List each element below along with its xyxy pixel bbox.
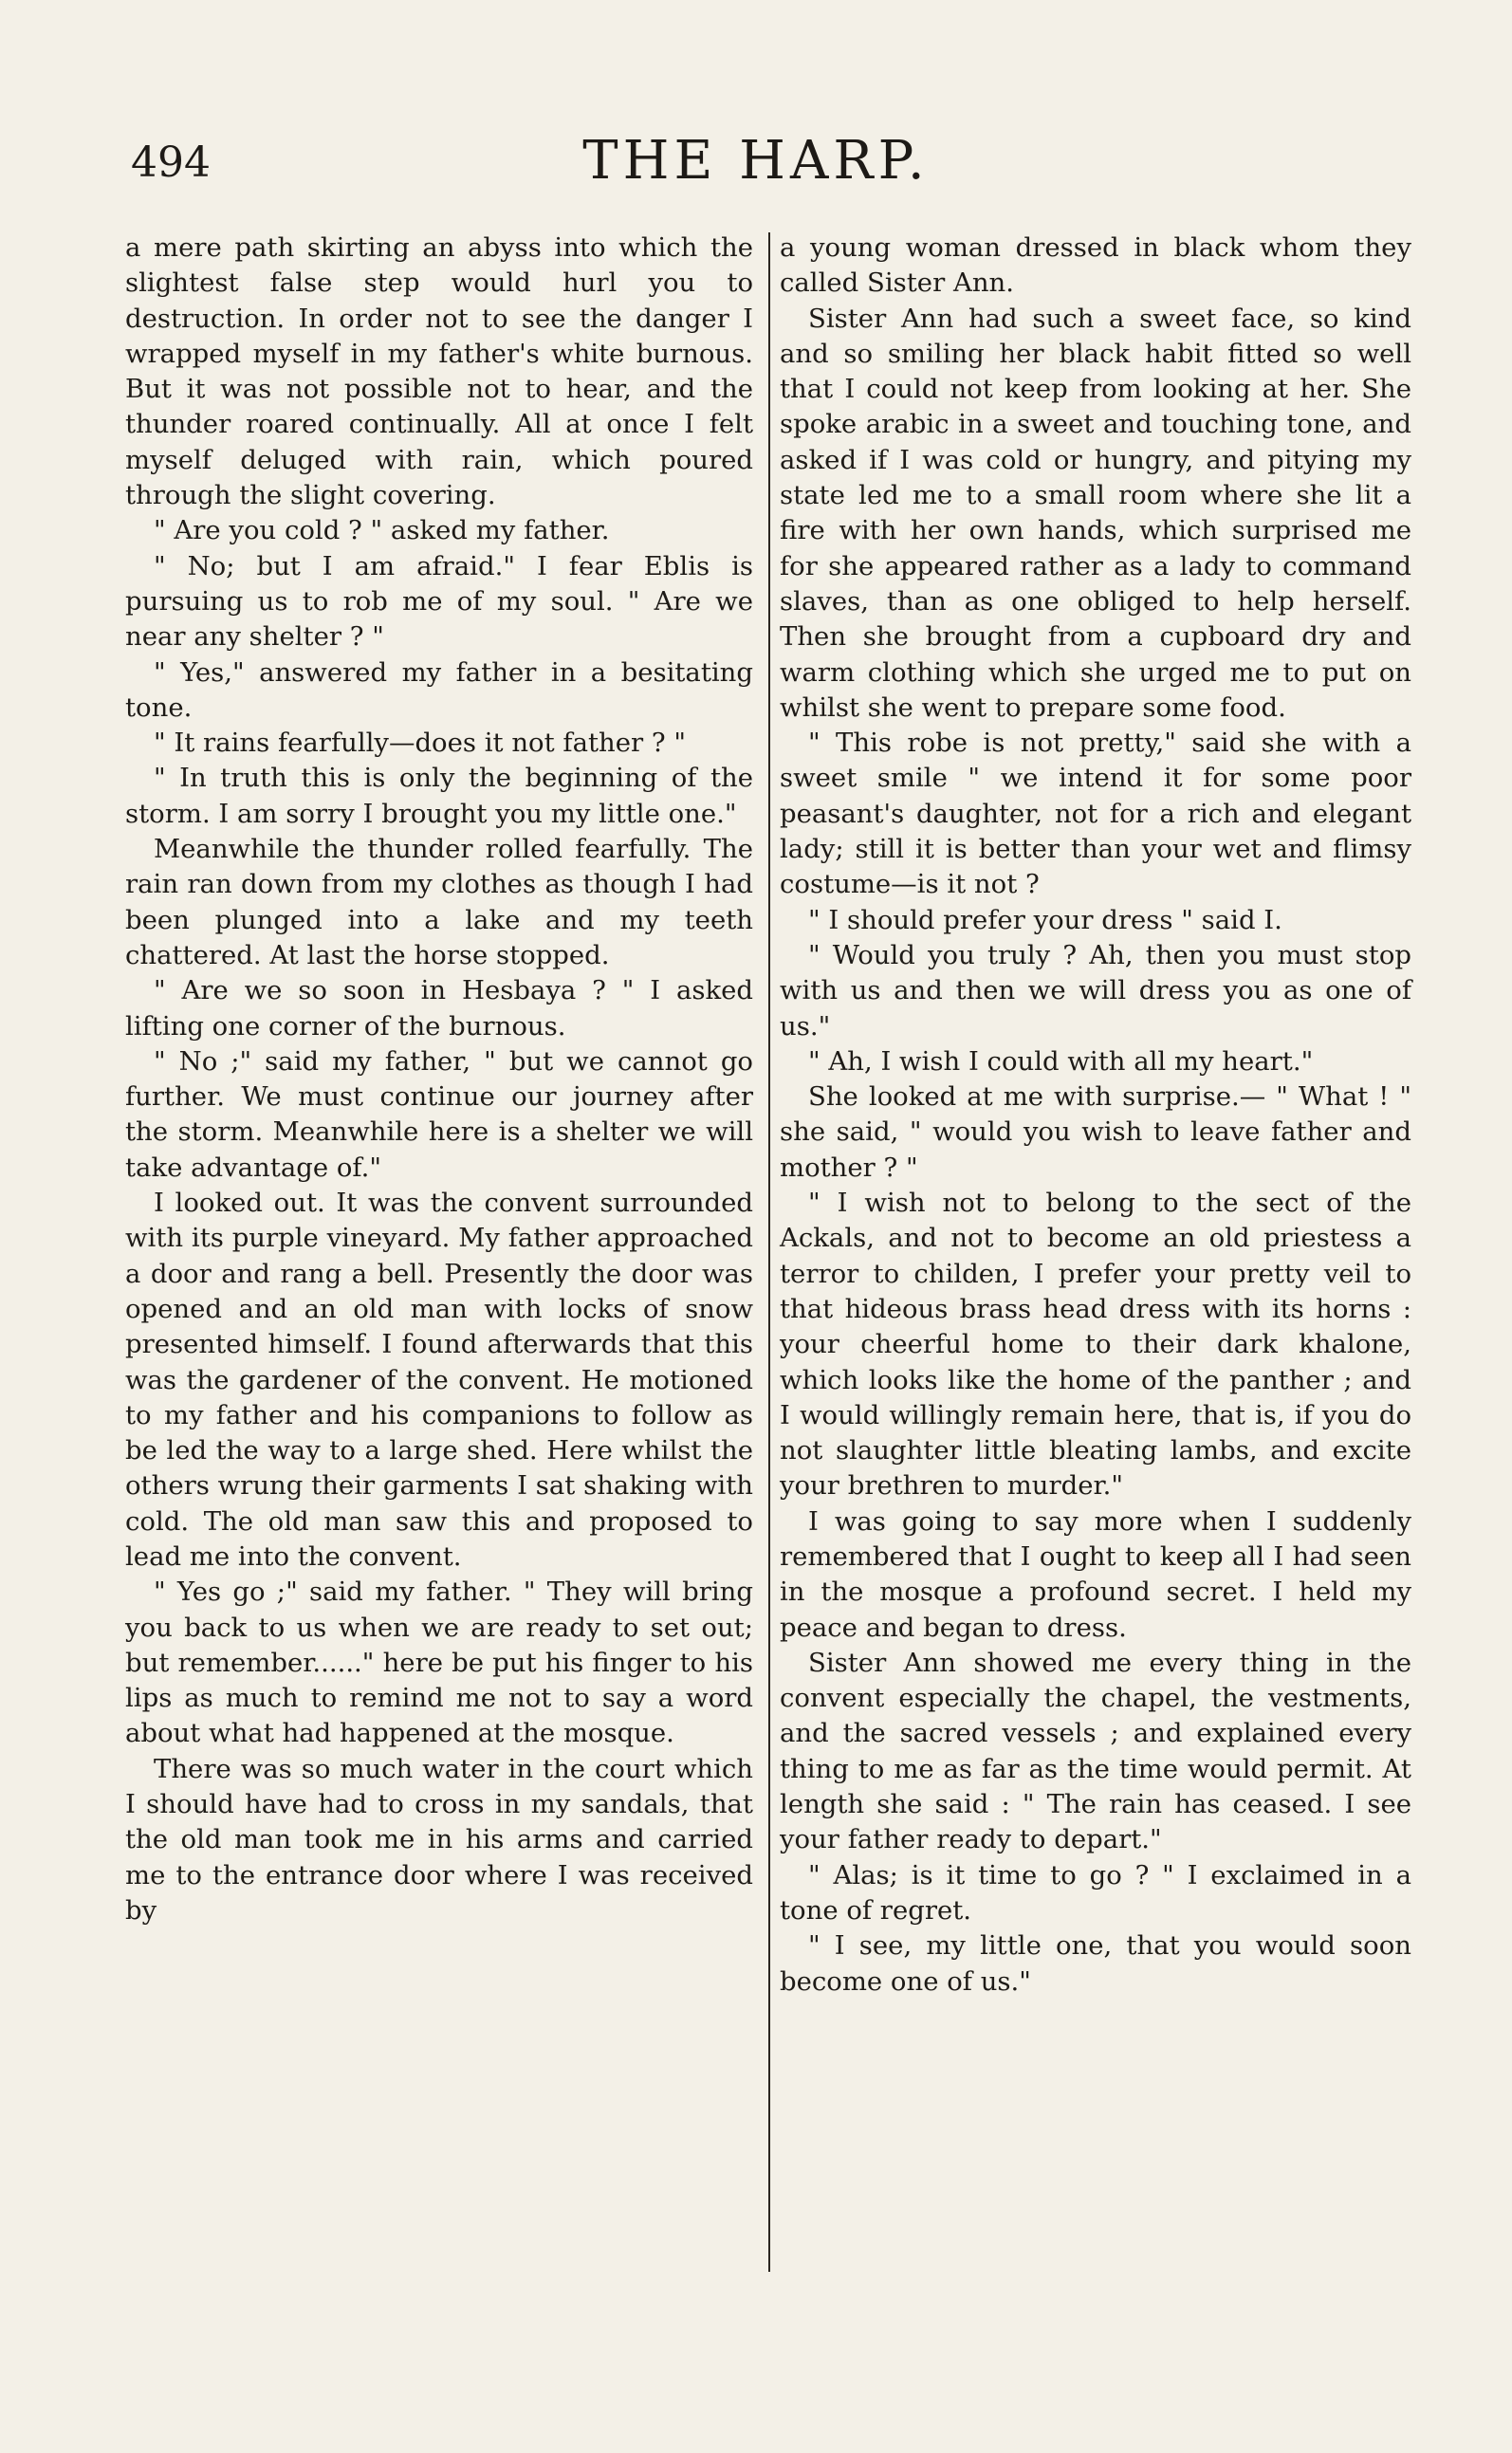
paragraph: " I wish not to belong to the sect of the Ackals, and not to become an old priestess a terror to childen, I prefer your pretty veil to that hideous brass head dress with its horns : your cheerful home to their dark khalone, which looks like the home of the panther ; and I would willingly remain here, that is, if you do not slaughter little bleating lambs, and excite your brethren to murder."	[780, 1188, 1411, 1502]
paragraph: a young woman dressed in black whom they called Sister Ann.	[780, 232, 1411, 299]
column-divider	[768, 232, 770, 2272]
paragraph: I was going to say more when I suddenly remembered that I ought to keep all I had seen in the mosque a profound secret. I held my peace and began to dress.	[780, 1505, 1411, 1643]
right-text-column	[780, 231, 1411, 2000]
paragraph: " Are we so soon in Hesbaya ? " I asked lifting one corner of the burnous.	[125, 975, 753, 1042]
paragraph: " No; but I am afraid." I fear Eblis is pursuing us to rob me of my soul. " Are we near any shelter ? "	[125, 550, 753, 653]
paragraph: " It rains fearfully—does it not father ? "	[154, 728, 687, 759]
paragraph: There was so much water in the court which I should have had to cross in my sandals, that the old man took me in his arms and carried me to the entrance door where I was received by	[125, 1753, 753, 1926]
paragraph: a mere path skirting an abyss into which the slightest false step would hurl you to destruction. In order not to see the danger I wrapped myself in my father's white burnous. But it was not possible not to hear, and the thunder roared continually. All at once I felt myself deluged with rain, which poured through the slight covering.	[125, 232, 753, 511]
paragraph: " Yes go ;" said my father. " They will bring you back to us when we are ready to set out; but remember......" here be put his finger to his lips as much to remind me not to say a word about what had happened at the mosque.	[125, 1577, 753, 1749]
paragraph: " I should prefer your dress " said I.	[808, 904, 1282, 935]
paragraph: Sister Ann showed me every thing in the convent especially the chapel, the vestments, and the sacred vessels ; and explained every thing to me as far as the time would permit. At length she said : " The rain has ceased. I see your father ready to depart."	[780, 1647, 1411, 1855]
page-number: 494	[131, 138, 211, 187]
paragraph: " Alas; is it time to go ? " I exclaimed in a tone of regret.	[780, 1859, 1411, 1926]
paragraph: " Yes," answered my father in a besitating tone.	[125, 656, 753, 723]
running-head-title: THE HARP.	[582, 130, 930, 192]
paragraph: " Ah, I wish I could with all my heart."	[808, 1045, 1314, 1077]
left-text-column	[125, 231, 753, 1928]
paragraph: Sister Ann had such a sweet face, so kind and so smiling her black habit fitted so well that I could not keep from looking at her. She spoke arabic in a sweet and touching tone, and asked if I was cold or hungry, and pitying my state led me to a small room where she lit a fire with her own hands, which surprised me for she appeared rather as a lady to command slaves, than as one obliged to help herself. Then she brought from a cupboard dry and warm clothing which she urged me to put on whilst she went to prepare some food.	[780, 303, 1411, 723]
paragraph: " No ;" said my father, " but we cannot go further. We must continue our journey after the storm. Meanwhile here is a shelter we will take advantage of."	[125, 1045, 753, 1183]
paragraph: " I see, my little one, that you would soon become one of us."	[780, 1930, 1411, 1997]
paragraph: Meanwhile the thunder rolled fearfully. The rain ran down from my clothes as though I had been plunged into a lake and my teeth chattered. At last the horse stopped.	[125, 834, 753, 970]
paragraph: I looked out. It was the convent surrounded with its purple vineyard. My father approached a door and rang a bell. Presently the door was opened and an old man with locks of snow presented himself. I found afterwards that this was the gardener of the convent. He motioned to my father and his companions to follow as be led the way to a large shed. Here whilst the others wrung their garments I sat shaking with cold. The old man saw this and proposed to lead me into the convent.	[125, 1188, 753, 1572]
paragraph: " In truth this is only the beginning of the storm. I am sorry I brought you my little one."	[125, 763, 753, 829]
paragraph: " Would you truly ? Ah, then you must stop with us and then we will dress you as one of us."	[780, 939, 1411, 1042]
paragraph: She looked at me with surprise.— " What ! " she said, " would you wish to leave father and mother ? "	[780, 1081, 1411, 1183]
paragraph: " Are you cold ? " asked my father.	[154, 515, 610, 546]
paragraph: " This robe is not pretty," said she with a sweet smile " we intend it for some poor peasant's daughter, not for a rich and elegant lady; still it is better than your wet and flimsy costume—is it not ?	[780, 728, 1411, 900]
